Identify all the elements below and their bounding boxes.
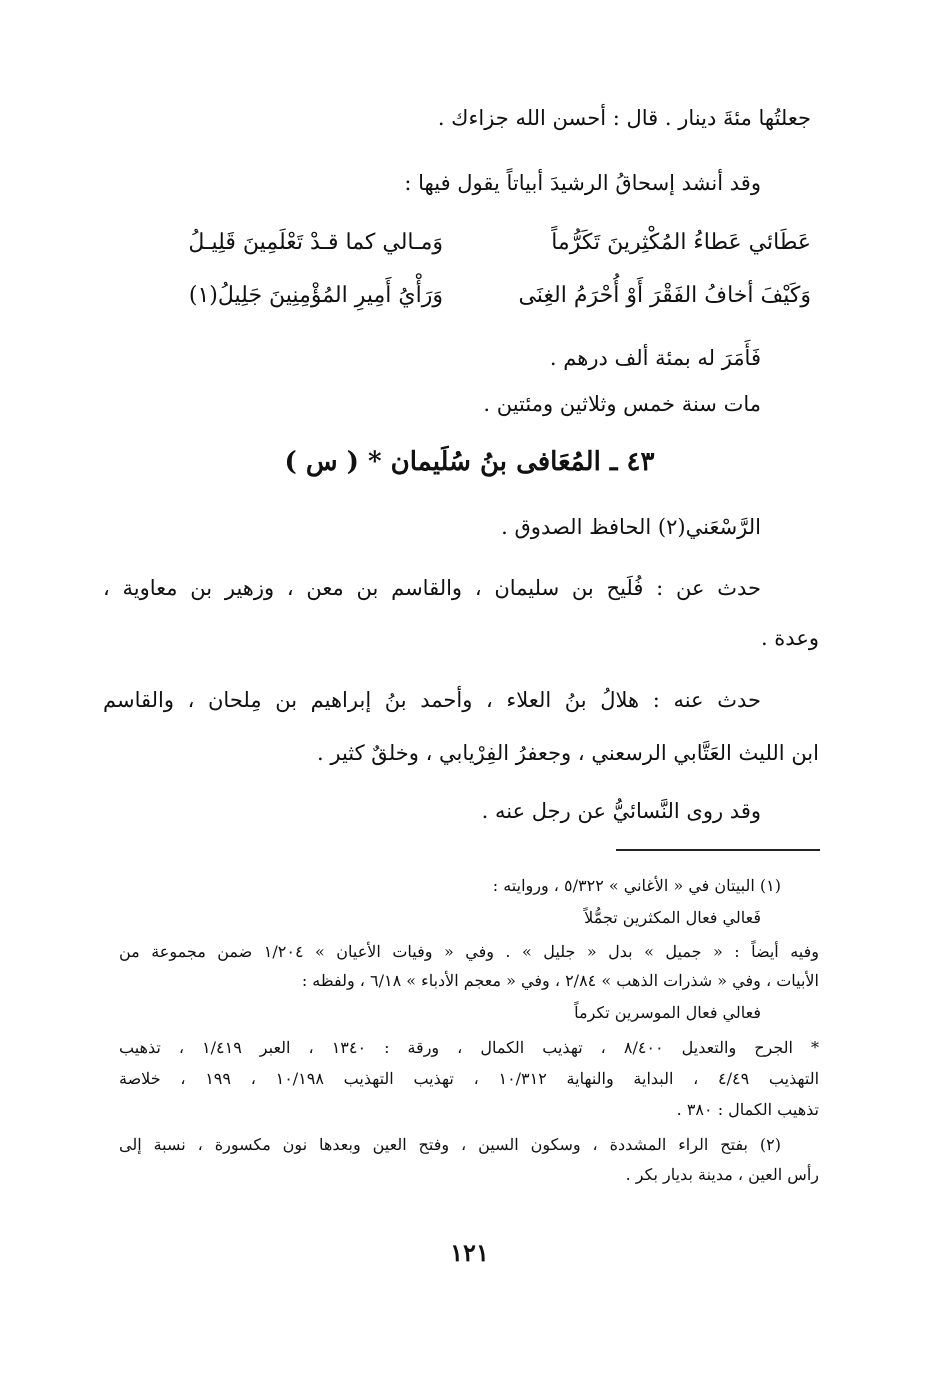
entry-heading: ٤٣ ـ المُعَافى بنُ سُلَيمان * ( س ): [284, 447, 655, 477]
entry-students-line-2: ابن الليث العَتَّابي الرسعني ، وجعفرُ الفِرْيابي ، وخلقٌ كثير .: [317, 741, 819, 765]
footnote-2-line-2: رأس العين ، مدينة بديار بكر .: [625, 1165, 819, 1184]
verse-1-second-hemistich: وَمـالي كما قـدْ تَعْلَمِينَ قَلِيـلُ: [188, 230, 443, 255]
footnote-1-line-1: (١) البيتان في « الأغاني » ٥/٣٢٢ ، وروايته :: [492, 876, 781, 895]
entry-teachers-line-2: وعدة .: [760, 626, 819, 650]
footnote-1-line-4: الأبيات ، وفي « شذرات الذهب » ٢/٨٤ ، وفي « معجم الأدباء » ٦/١٨ ، ولفظه :: [301, 971, 819, 990]
footnote-star-line-2: التهذيب ٤/٤٩ ، البداية والنهاية ١٠/٣١٢ ، تهذيب التهذيب ١٠/١٩٨ ، ١٩٩ ، خلاصة: [119, 1069, 820, 1088]
entry-nisba: الرَّسْعَني(٢) الحافظ الصدوق .: [501, 515, 761, 539]
verse-2-second-hemistich: وَرَأْيُ أَمِيرِ المُؤْمِنِينَ جَلِيلُ(١): [188, 283, 443, 308]
footnote-star-line-1: * الجرح والتعديل ٨/٤٠٠ ، تهذيب الكمال ، ورقة : ١٣٤٠ ، العبر ١/٤١٩ ، تذهيب: [119, 1038, 820, 1057]
footnote-1-line-3: وفيه أيضاً : « جميل » بدل « جليل » . وفي « وفيات الأعيان » ١/٢٠٤ ضمن مجموعة من: [119, 942, 820, 961]
verse-2-first-hemistich: وَكَيْفَ أخافُ الفَقْرَ أَوْ أُحْرَمُ الغِنَى: [518, 283, 811, 308]
entry-teachers-line-1: حدث عن : فُلَيح بن سليمان ، والقاسم بن معن ، وزهير بن معاوية ،: [103, 576, 761, 600]
body-line-4: مات سنة خمس وثلاثين ومئتين .: [483, 392, 761, 416]
page-number: ١٢١: [450, 1238, 489, 1267]
entry-students-line-1: حدث عنه : هلالُ بنُ العلاء ، وأحمد بنُ إبراهيم بن مِلحان ، والقاسم: [103, 688, 761, 712]
footnote-separator: [616, 849, 820, 851]
body-line-1: جعلتُها مئةَ دينار . قال : أحسن الله جزاءك .: [437, 106, 811, 130]
footnote-2-line-1: (٢) بفتح الراء المشددة ، وسكون السين ، وفتح العين وبعدها نون مكسورة ، نسبة إلى: [119, 1135, 781, 1154]
verse-1-first-hemistich: عَطَائي عَطاءُ المُكْثِرينَ تَكَرُّماً: [551, 230, 811, 255]
footnote-1-verse-variant: فَعالي فعال المكثرين تجمُّلاً: [584, 908, 761, 927]
body-line-3: فَأَمَرَ له بمئة ألف درهم .: [549, 346, 761, 370]
body-line-2: وقد أنشد إسحاقُ الرشيدَ أبياتاً يقول فيها :: [404, 171, 761, 195]
entry-nasai-line: وقد روى النَّسائيُّ عن رجل عنه .: [481, 799, 761, 823]
footnote-star-line-3: تذهيب الكمال : ٣٨٠ .: [676, 1100, 819, 1119]
footnote-1-verse-variant-2: فعالي فعال الموسرين تكرماً: [574, 1003, 761, 1022]
